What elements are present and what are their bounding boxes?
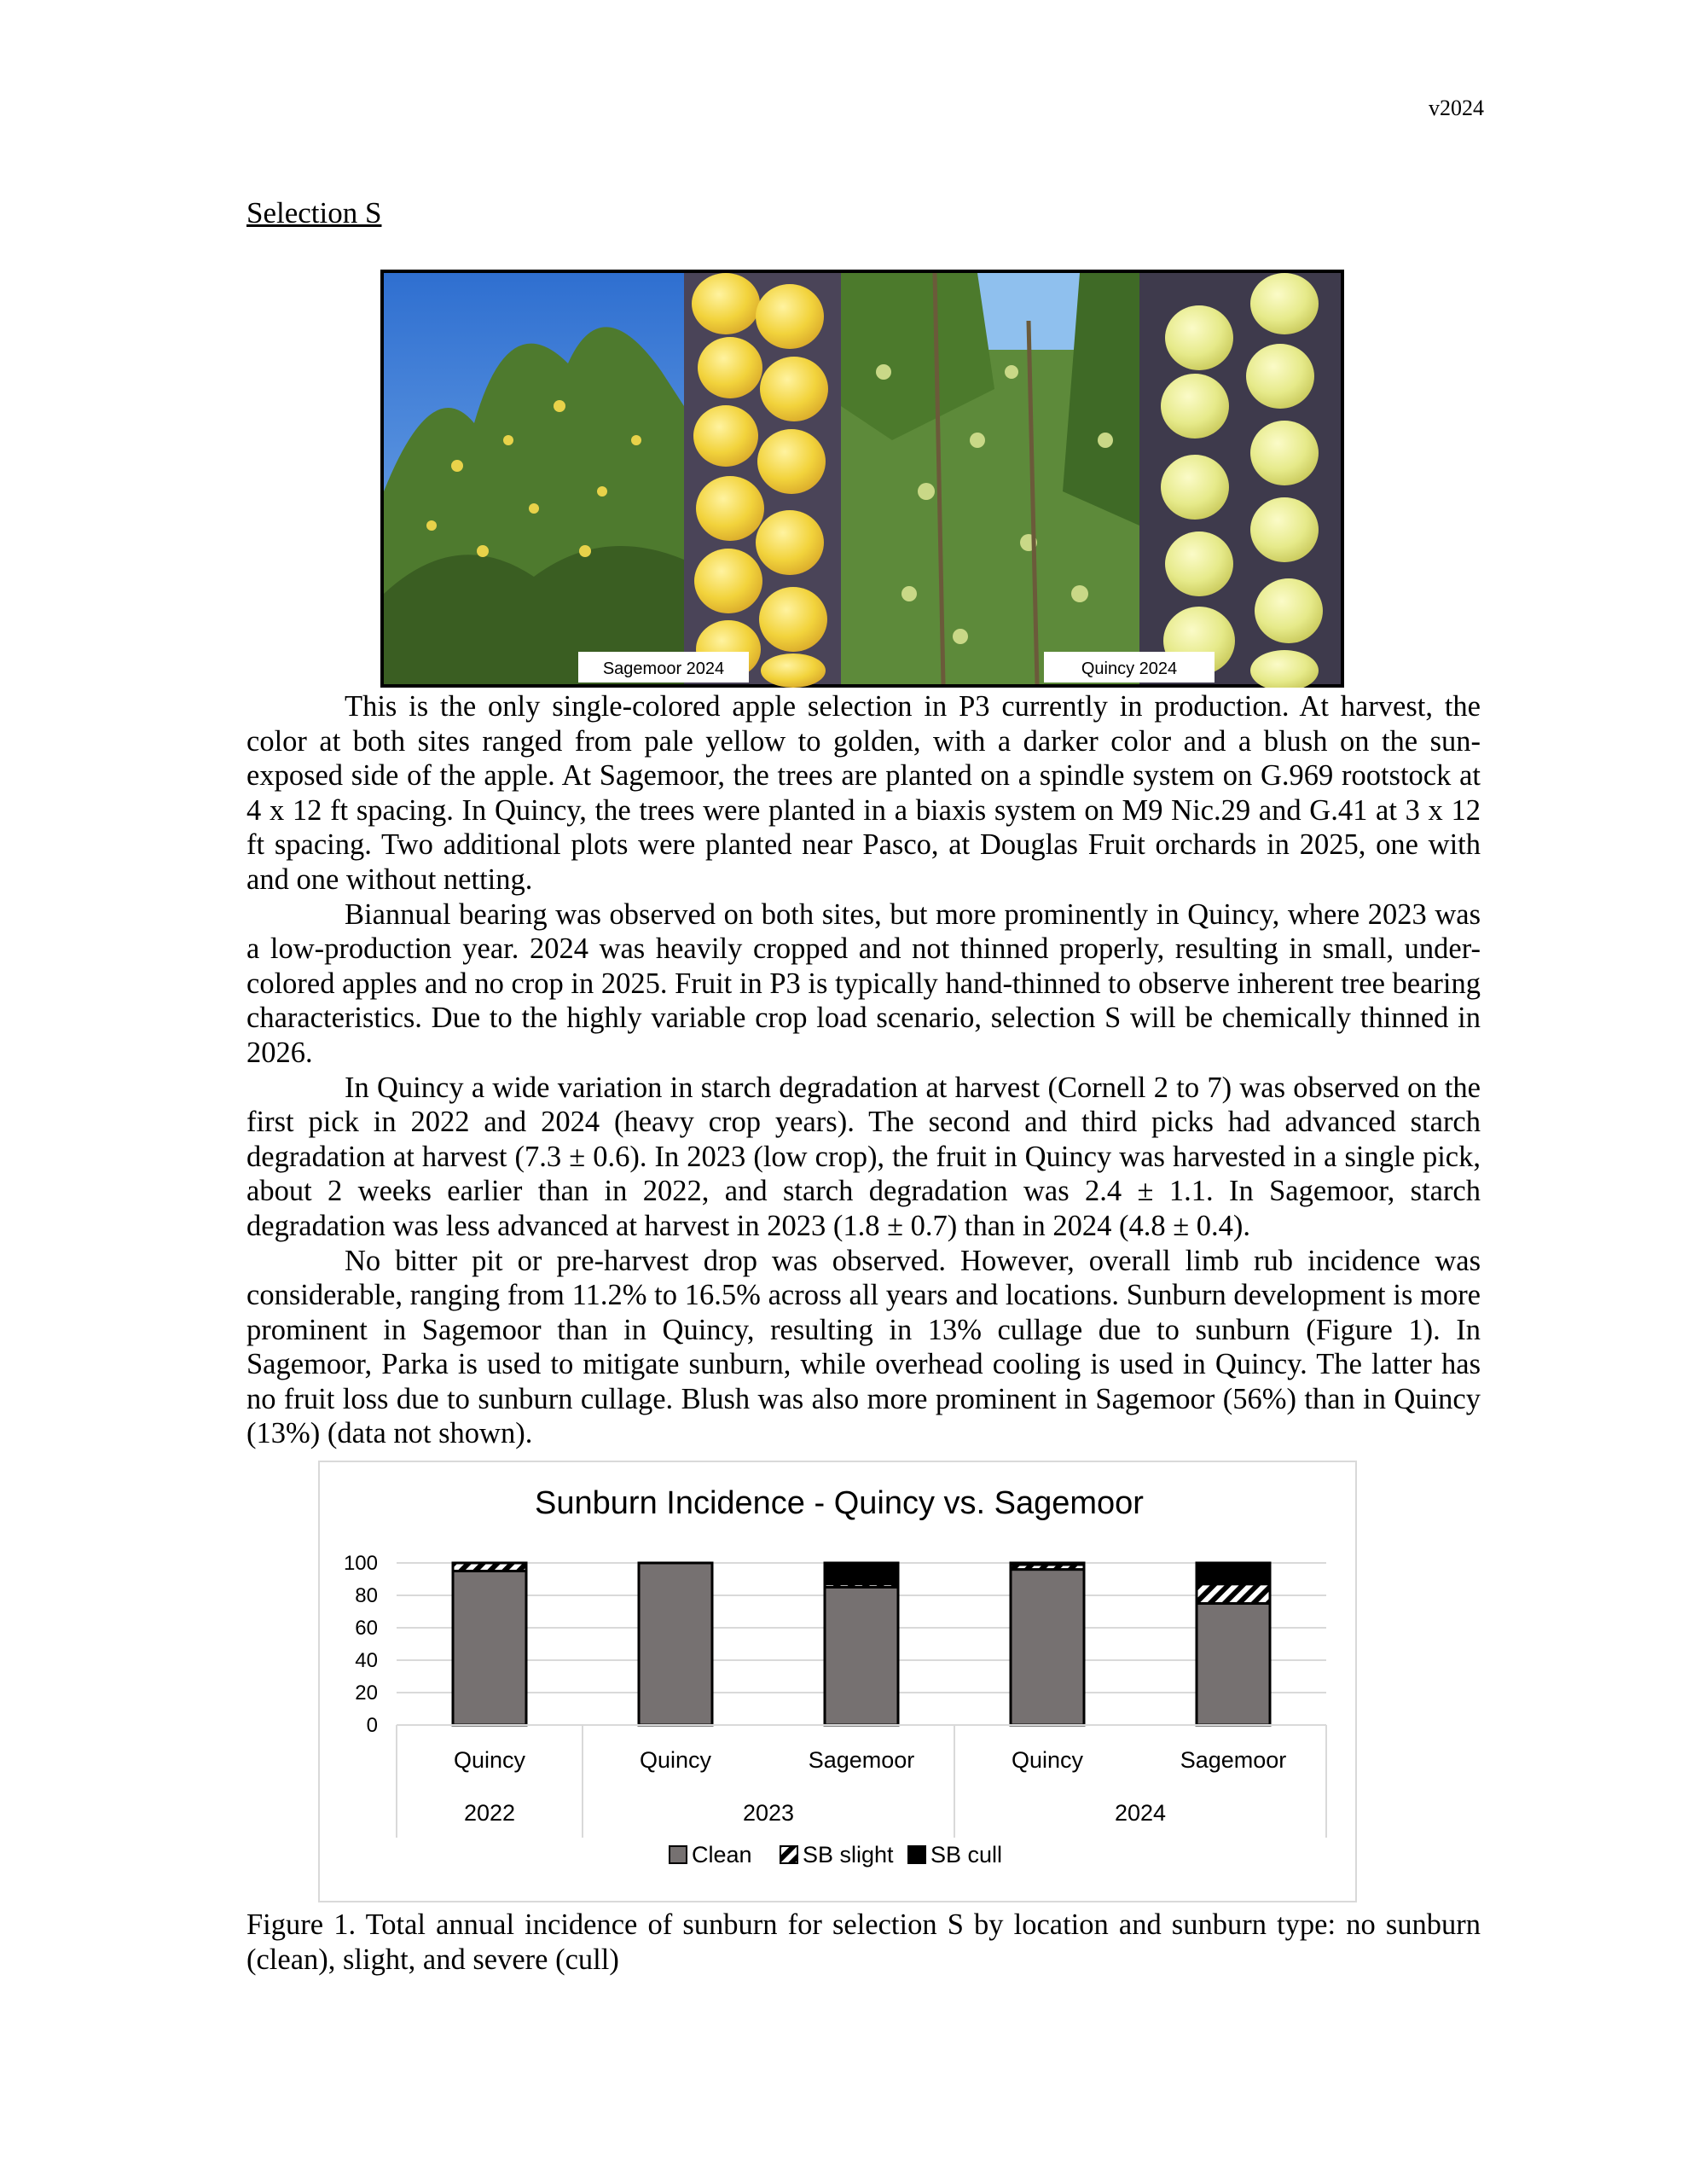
x-group-label: 2023	[742, 1800, 795, 1826]
x-group-label: 2022	[463, 1800, 516, 1826]
body-text	[246, 689, 1481, 1451]
section-title: Selection S	[246, 196, 382, 229]
y-tick-label: 40	[355, 1649, 378, 1672]
orchard-photo-collage	[380, 270, 1344, 688]
chart-title: Sunburn Incidence - Quincy vs. Sagemoor	[535, 1485, 1144, 1521]
paragraph: No bitter pit or pre-harvest drop was observed. However, overall limb rub incidence was considerable, ranging from 11.2% to 16.5% across all years and locations. Sunburn development is more prominent in Sagemoor than in Quincy, resulting in 13% cullage due to sunburn (Figure 1). In Sagemoor, Parka is used to mitigate sunburn, while overhead cooling is used in Quincy. The latter has no fruit loss due to sunburn cullage. Blush was also more prominent in Sagemoor (56%) than in Quincy (13%) (data not shown).	[246, 1244, 1481, 1450]
legend-swatch	[670, 1846, 687, 1863]
paragraph: In Quincy a wide variation in starch degradation at harvest (Cornell 2 to 7) was observed on the first pick in 2022 and 2024 (heavy crop years). The second and third picks had advanced starch degradation at harvest (7.3 ± 0.6). In 2023 (low crop), the fruit in Quincy was harvested in a single pick, about 2 weeks earlier than in 2022, and starch degradation was 2.4 ± 1.1. In Sagemoor, starch degradation was less advanced at harvest in 2023 (1.8 ± 0.7) than in 2024 (4.8 ± 0.4).	[246, 1071, 1481, 1242]
bar-segment	[825, 1563, 898, 1584]
y-tick-label: 60	[355, 1617, 378, 1640]
y-tick-label: 20	[355, 1682, 378, 1705]
paragraph: This is the only single-colored apple selection in P3 currently in production. At harvest, the color at both sites ranged from pale yellow to golden, with a darker color and a blush on the sun-exposed side of the apple. At Sagemoor, the trees are planted on a spindle system on G.969 rootstock at 4 x 12 ft spacing. In Quincy, the trees were planted in a biaxis system on M9 Nic.29 and G.41 at 3 x 12 ft spacing. Two additional plots were planted near Pasco, at Douglas Fruit orchards in 2025, one with and one without netting.	[246, 690, 1481, 896]
sunburn-chart	[318, 1461, 1357, 1902]
x-category-label: Sagemoor	[1180, 1747, 1287, 1773]
sagemoor-apple-tray-photo	[684, 273, 841, 688]
y-tick-label: 0	[366, 1714, 378, 1737]
x-category-label: Quincy	[453, 1747, 526, 1773]
legend-label: SB slight	[803, 1842, 894, 1867]
legend-label: Clean	[692, 1842, 752, 1867]
photo-label-quincy: Quincy 2024	[1081, 659, 1178, 678]
bar-segment	[453, 1571, 526, 1726]
quincy-orchard-photo	[841, 273, 1139, 684]
x-group-label: 2024	[1114, 1800, 1167, 1826]
bar-segment	[1011, 1570, 1084, 1725]
photo-label-sagemoor: Sagemoor 2024	[602, 659, 725, 678]
y-tick-label: 100	[343, 1552, 378, 1575]
version-label: v2024	[1429, 96, 1484, 120]
legend-swatch	[780, 1846, 797, 1863]
bar-segment	[453, 1563, 526, 1571]
quincy-apple-tray-photo	[1139, 273, 1341, 688]
legend-swatch	[908, 1846, 925, 1863]
legend-label: SB cull	[930, 1842, 1003, 1867]
x-category-label: Quincy	[1011, 1747, 1084, 1773]
bar-segment	[1197, 1584, 1270, 1604]
bar-segment	[1197, 1563, 1270, 1584]
bar-segment	[1011, 1563, 1084, 1565]
bar-segment	[1197, 1604, 1270, 1726]
y-tick-label: 80	[355, 1584, 378, 1607]
x-category-label: Sagemoor	[808, 1747, 915, 1773]
sagemoor-orchard-photo	[384, 273, 684, 684]
x-category-label: Quincy	[639, 1747, 712, 1773]
bar-segment	[825, 1588, 898, 1726]
paragraph: Biannual bearing was observed on both sites, but more prominently in Quincy, where 2023 was a low-production year. 2024 was heavily cropped and not thinned properly, resulting in small, under-colored apples and no crop in 2025. Fruit in P3 is typically hand-thinned to observe inherent tree bearing characteristics. Due to the highly variable crop load scenario, selection S will be chemically thinned in 2026.	[246, 897, 1481, 1069]
bar-segment	[639, 1563, 712, 1725]
figure-caption: Figure 1. Total annual incidence of sunburn for selection S by location and sunburn type: no sunburn (clean), slight, and severe (cull)	[246, 1908, 1481, 1976]
